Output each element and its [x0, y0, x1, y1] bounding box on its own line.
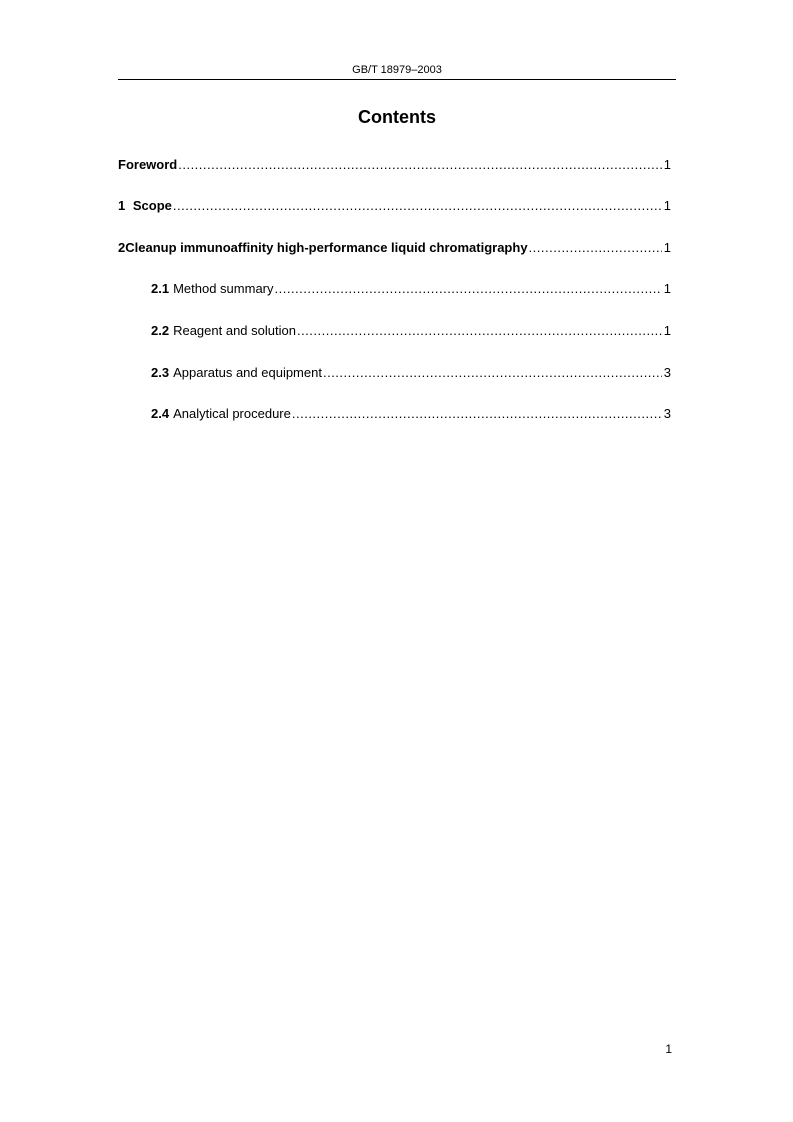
toc-leader-dots	[275, 280, 662, 297]
toc-entry-number: 2	[118, 240, 126, 255]
toc-entry-page: 1	[663, 323, 671, 338]
toc-entry-scope[interactable]	[118, 197, 671, 214]
toc-entry-page: 3	[663, 365, 671, 380]
toc-entry-foreword[interactable]	[118, 156, 671, 173]
toc-entry-title: Analytical procedure	[173, 406, 291, 421]
toc-leader-dots	[297, 322, 662, 339]
toc-leader-dots	[529, 239, 662, 256]
toc-leader-dots	[323, 364, 662, 381]
toc-entry-page: 1	[663, 198, 671, 213]
toc-entry-title: Scope	[132, 198, 172, 213]
toc-entry-number: 2.3	[151, 365, 170, 380]
toc-leader-dots	[292, 405, 662, 422]
toc-entry-page: 1	[663, 157, 671, 172]
toc-entry-number: 1	[118, 198, 126, 213]
toc-entry-cleanup[interactable]	[118, 239, 671, 256]
toc-entry-title: Apparatus and equipment	[173, 365, 322, 380]
toc-entry-method-summary[interactable]	[151, 280, 671, 297]
toc-entry-title: Method summary	[173, 281, 274, 296]
toc-entry-reagent-solution[interactable]	[151, 322, 671, 339]
toc-entry-number: 2.4	[151, 406, 170, 421]
toc-entry-page: 1	[663, 240, 671, 255]
header-rule	[118, 79, 676, 80]
page-number: 1	[665, 1042, 672, 1056]
toc-entry-number: 2.1	[151, 281, 170, 296]
toc-entry-number: 2.2	[151, 323, 170, 338]
toc-entry-apparatus-equipment[interactable]	[151, 364, 671, 381]
toc-entry-title: Cleanup immunoaffinity high-performance liquid chromatigraphy	[125, 240, 528, 255]
document-code-header: GB/T 18979–2003	[352, 64, 442, 76]
toc-entry-title: Reagent and solution	[173, 323, 296, 338]
page-title: Contents	[358, 107, 436, 127]
toc-entry-page: 3	[663, 406, 671, 421]
toc-entry-analytical-procedure[interactable]	[151, 405, 671, 422]
toc-leader-dots	[178, 156, 662, 173]
toc-leader-dots	[173, 197, 662, 214]
toc-entry-title: Foreword	[118, 157, 178, 172]
toc-entry-page: 1	[663, 281, 671, 296]
